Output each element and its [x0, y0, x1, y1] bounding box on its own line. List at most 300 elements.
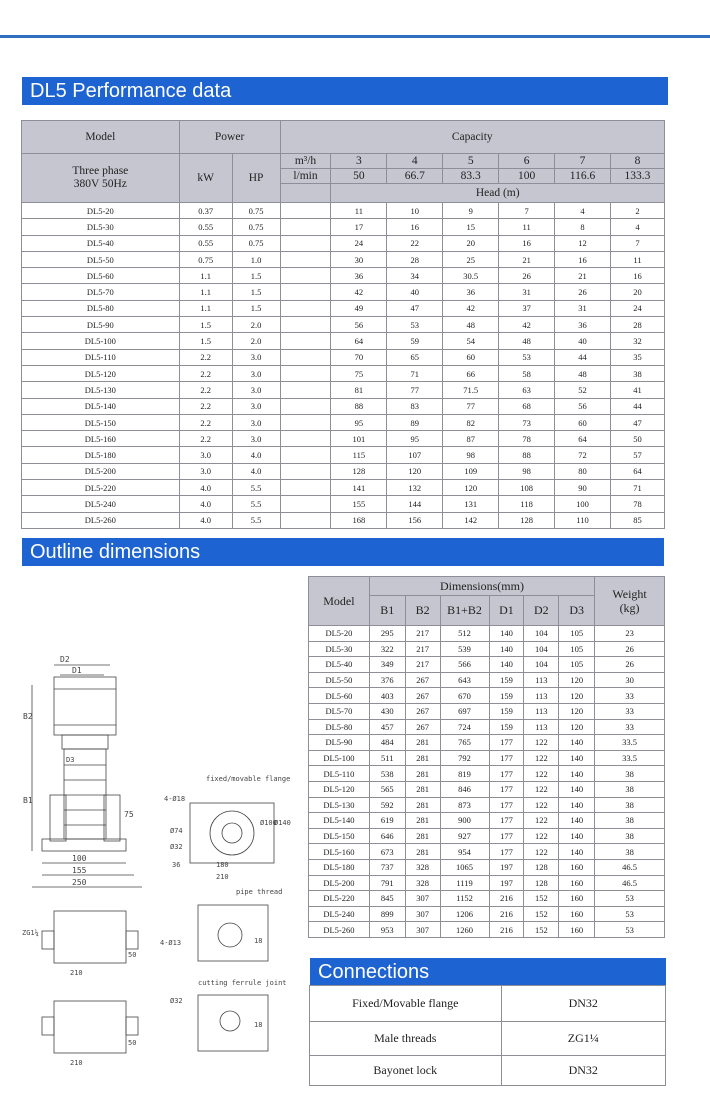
dim-210c: 210: [70, 1059, 83, 1067]
value-cell: 38: [595, 844, 665, 860]
value-cell: 34: [387, 268, 443, 284]
table-row: [22, 235, 665, 251]
table-row: [309, 922, 665, 938]
value-cell: 724: [440, 719, 489, 735]
value-cell: 30.5: [443, 268, 499, 284]
value-cell: 8: [555, 219, 611, 235]
flow-m3h-2: 5: [443, 154, 499, 169]
flow-lmin-4: 116.6: [555, 169, 611, 184]
value-cell: 26: [595, 657, 665, 673]
value-cell: 0.37: [179, 203, 232, 219]
value-cell: 159: [489, 703, 524, 719]
value-cell: 75: [331, 365, 387, 381]
value-cell: 26: [499, 268, 555, 284]
value-cell: 16: [610, 268, 664, 284]
value-cell: 140: [559, 844, 595, 860]
value-cell: 592: [369, 797, 405, 813]
value-cell: 38: [595, 766, 665, 782]
value-cell: 177: [489, 828, 524, 844]
value-cell: 63: [499, 382, 555, 398]
value-cell: 113: [524, 703, 559, 719]
table-row: [309, 719, 665, 735]
table-row: [309, 766, 665, 782]
model-cell: DL5-220: [22, 480, 180, 496]
value-cell: 5.5: [232, 512, 280, 528]
value-cell: 49: [331, 300, 387, 316]
model-cell: DL5-20: [22, 203, 180, 219]
value-cell: 58: [499, 365, 555, 381]
table-row: [22, 300, 665, 316]
value-cell: 539: [440, 641, 489, 657]
kw-header: kW: [179, 154, 232, 203]
model-cell: DL5-90: [22, 317, 180, 333]
model-cell: DL5-30: [22, 219, 180, 235]
value-cell: 32: [610, 333, 664, 349]
value-cell: 36: [331, 268, 387, 284]
capacity-header: Capacity: [280, 121, 664, 154]
value-cell: 41: [610, 382, 664, 398]
flow-m3h-3: 6: [499, 154, 555, 169]
value-cell: 4.0: [179, 480, 232, 496]
value-cell: 328: [405, 859, 440, 875]
value-cell: 56: [331, 317, 387, 333]
value-cell: 281: [405, 813, 440, 829]
value-cell: 118: [499, 496, 555, 512]
model-cell: DL5-180: [309, 859, 370, 875]
value-cell: 65: [387, 349, 443, 365]
dim-210b: 210: [70, 969, 83, 977]
value-cell: 85: [610, 512, 664, 528]
value-cell: 177: [489, 813, 524, 829]
value-cell: 846: [440, 781, 489, 797]
value-cell: 23: [595, 626, 665, 642]
model-cell: DL5-160: [22, 431, 180, 447]
section-title: DL5 Performance data: [30, 80, 232, 102]
table-row: [22, 349, 665, 365]
value-cell: 4.0: [179, 512, 232, 528]
model-cell: DL5-240: [309, 906, 370, 922]
weight-header: [595, 577, 665, 626]
table-row: [309, 781, 665, 797]
value-cell: 3.0: [179, 463, 232, 479]
value-cell: 140: [489, 626, 524, 642]
blank-cell: [280, 512, 331, 528]
section-banner-outline: [22, 538, 664, 566]
value-cell: 168: [331, 512, 387, 528]
value-cell: 845: [369, 891, 405, 907]
model-cell: DL5-30: [309, 641, 370, 657]
value-cell: 54: [443, 333, 499, 349]
value-cell: 281: [405, 844, 440, 860]
value-cell: 122: [524, 781, 559, 797]
dim-b2: B2: [23, 712, 33, 721]
table-row: [22, 496, 665, 512]
blank-cell: [280, 349, 331, 365]
value-cell: 33: [595, 688, 665, 704]
flow-m3h-1: 4: [387, 154, 443, 169]
value-cell: 81: [331, 382, 387, 398]
table-row: [309, 703, 665, 719]
value-cell: 38: [610, 365, 664, 381]
blank-cell: [280, 496, 331, 512]
value-cell: 2.2: [179, 414, 232, 430]
value-cell: 95: [331, 414, 387, 430]
dimensions-table: [308, 576, 665, 938]
value-cell: 107: [387, 447, 443, 463]
model-cell: DL5-220: [309, 891, 370, 907]
value-cell: 538: [369, 766, 405, 782]
connection-label: Bayonet lock: [310, 1056, 502, 1086]
value-cell: 140: [559, 828, 595, 844]
performance-table: [21, 120, 665, 529]
value-cell: 267: [405, 672, 440, 688]
value-cell: 322: [369, 641, 405, 657]
value-cell: 0.75: [179, 251, 232, 267]
value-cell: 53: [595, 906, 665, 922]
value-cell: 216: [489, 906, 524, 922]
value-cell: 20: [443, 235, 499, 251]
table-row: [22, 219, 665, 235]
value-cell: 159: [489, 672, 524, 688]
col-d1: D1: [489, 596, 524, 626]
value-cell: 82: [443, 414, 499, 430]
value-cell: 349: [369, 657, 405, 673]
value-cell: 2.2: [179, 431, 232, 447]
blank-cell: [280, 235, 331, 251]
value-cell: 33: [595, 719, 665, 735]
value-cell: 152: [524, 922, 559, 938]
value-cell: 100: [555, 496, 611, 512]
value-cell: 59: [387, 333, 443, 349]
dim-zg: ZG1¼: [22, 929, 39, 937]
value-cell: 1119: [440, 875, 489, 891]
blank-cell: [280, 398, 331, 414]
value-cell: 217: [405, 657, 440, 673]
value-cell: 120: [387, 463, 443, 479]
dim-d1: D1: [72, 666, 82, 675]
value-cell: 792: [440, 750, 489, 766]
value-cell: 38: [595, 797, 665, 813]
value-cell: 46.5: [595, 875, 665, 891]
connection-value: DN32: [501, 1056, 665, 1086]
value-cell: 1.1: [179, 268, 232, 284]
pump-outline-svg: [20, 645, 295, 1095]
flow-lmin-3: 100: [499, 169, 555, 184]
table-row: [22, 333, 665, 349]
value-cell: 42: [443, 300, 499, 316]
value-cell: 177: [489, 766, 524, 782]
value-cell: 33.5: [595, 750, 665, 766]
value-cell: 120: [559, 703, 595, 719]
value-cell: 267: [405, 688, 440, 704]
value-cell: 4.0: [232, 447, 280, 463]
value-cell: 4: [610, 219, 664, 235]
value-cell: 140: [489, 641, 524, 657]
value-cell: 307: [405, 922, 440, 938]
blank-cell: [280, 203, 331, 219]
value-cell: 197: [489, 875, 524, 891]
value-cell: 113: [524, 672, 559, 688]
value-cell: 122: [524, 844, 559, 860]
dim-210: 210: [216, 873, 229, 881]
value-cell: 900: [440, 813, 489, 829]
value-cell: 78: [610, 496, 664, 512]
value-cell: 77: [443, 398, 499, 414]
value-cell: 566: [440, 657, 489, 673]
value-cell: 3.0: [232, 365, 280, 381]
value-cell: 98: [443, 447, 499, 463]
flange-circle-outer: [210, 811, 254, 855]
value-cell: 64: [555, 431, 611, 447]
value-cell: 267: [405, 703, 440, 719]
value-cell: 295: [369, 626, 405, 642]
model-cell: DL5-60: [309, 688, 370, 704]
value-cell: 160: [559, 891, 595, 907]
value-cell: 28: [387, 251, 443, 267]
value-cell: 48: [499, 333, 555, 349]
model-cell: DL5-80: [22, 300, 180, 316]
value-cell: 24: [331, 235, 387, 251]
model-cell: DL5-200: [309, 875, 370, 891]
model-cell: DL5-40: [309, 657, 370, 673]
value-cell: 71: [387, 365, 443, 381]
value-cell: 105: [559, 641, 595, 657]
value-cell: 140: [559, 813, 595, 829]
value-cell: 36: [443, 284, 499, 300]
dim-36: 36: [172, 861, 181, 869]
value-cell: 128: [331, 463, 387, 479]
value-cell: 156: [387, 512, 443, 528]
value-cell: 132: [387, 480, 443, 496]
value-cell: 24: [610, 300, 664, 316]
dim-50: 50: [128, 951, 137, 959]
flange-title: fixed/movable flange: [206, 775, 291, 783]
value-cell: 152: [524, 906, 559, 922]
hp-header: HP: [232, 154, 280, 203]
table-row: [22, 317, 665, 333]
model-cell: DL5-260: [22, 512, 180, 528]
flow-lmin-2: 83.3: [443, 169, 499, 184]
value-cell: 1.5: [232, 300, 280, 316]
value-cell: 122: [524, 813, 559, 829]
section-title: Connections: [318, 961, 430, 983]
value-cell: 2.0: [232, 317, 280, 333]
value-cell: 64: [331, 333, 387, 349]
outline-drawing: [20, 645, 295, 1095]
value-cell: 160: [559, 875, 595, 891]
model-header: Model: [22, 121, 180, 154]
value-cell: 105: [559, 626, 595, 642]
weight-label: Weight: [612, 587, 647, 601]
section-title: Outline dimensions: [30, 541, 201, 563]
dim-250: 250: [72, 878, 87, 887]
value-cell: 44: [555, 349, 611, 365]
value-cell: 267: [405, 719, 440, 735]
value-cell: 140: [489, 657, 524, 673]
table-row: [309, 906, 665, 922]
value-cell: 281: [405, 781, 440, 797]
value-cell: 1260: [440, 922, 489, 938]
value-cell: 131: [443, 496, 499, 512]
section-banner-performance: [22, 77, 668, 105]
model-cell: DL5-50: [309, 672, 370, 688]
value-cell: 281: [405, 750, 440, 766]
ferrule-title: cutting ferrule joint: [198, 979, 287, 987]
blank-cell: [280, 284, 331, 300]
value-cell: 30: [595, 672, 665, 688]
value-cell: 11: [331, 203, 387, 219]
value-cell: 38: [595, 813, 665, 829]
value-cell: 104: [524, 641, 559, 657]
value-cell: 10: [387, 203, 443, 219]
value-cell: 737: [369, 859, 405, 875]
value-cell: 3.0: [232, 431, 280, 447]
value-cell: 33.5: [595, 735, 665, 751]
dim-180: 180: [216, 861, 229, 869]
table-row: [22, 382, 665, 398]
value-cell: 40: [555, 333, 611, 349]
model-cell: DL5-130: [22, 382, 180, 398]
value-cell: 40: [387, 284, 443, 300]
value-cell: 765: [440, 735, 489, 751]
value-cell: 177: [489, 797, 524, 813]
table-row: [22, 284, 665, 300]
value-cell: 0.75: [232, 235, 280, 251]
dim-155: 155: [72, 866, 87, 875]
pipe-thread-title: pipe thread: [236, 888, 283, 896]
value-cell: 3.0: [232, 398, 280, 414]
value-cell: 791: [369, 875, 405, 891]
value-cell: 110: [555, 512, 611, 528]
value-cell: 197: [489, 859, 524, 875]
power-header: Power: [179, 121, 280, 154]
value-cell: 1.0: [232, 251, 280, 267]
dim-model-header: Model: [309, 577, 370, 626]
value-cell: 60: [443, 349, 499, 365]
value-cell: 216: [489, 922, 524, 938]
value-cell: 88: [331, 398, 387, 414]
flange-base: [190, 803, 274, 863]
value-cell: 105: [559, 657, 595, 673]
connection-label: Male threads: [310, 1022, 502, 1056]
connection-label: Fixed/Movable flange: [310, 986, 502, 1022]
value-cell: 430: [369, 703, 405, 719]
value-cell: 177: [489, 735, 524, 751]
value-cell: 78: [499, 431, 555, 447]
value-cell: 307: [405, 906, 440, 922]
value-cell: 1152: [440, 891, 489, 907]
model-cell: DL5-160: [309, 844, 370, 860]
blank-cell: [280, 382, 331, 398]
value-cell: 144: [387, 496, 443, 512]
value-cell: 16: [387, 219, 443, 235]
value-cell: 819: [440, 766, 489, 782]
dim-100-dia: Ø100: [260, 819, 277, 827]
value-cell: 64: [610, 463, 664, 479]
value-cell: 25: [443, 251, 499, 267]
value-cell: 281: [405, 828, 440, 844]
voltage-label: 380V 50Hz: [73, 178, 127, 190]
model-cell: DL5-150: [22, 414, 180, 430]
value-cell: 217: [405, 641, 440, 657]
value-cell: 873: [440, 797, 489, 813]
blank-cell: [280, 219, 331, 235]
flow-m3h-0: 3: [331, 154, 387, 169]
value-cell: 646: [369, 828, 405, 844]
table-row: [309, 626, 665, 642]
value-cell: 42: [499, 317, 555, 333]
weight-unit: (kg): [619, 601, 640, 615]
value-cell: 22: [387, 235, 443, 251]
value-cell: 159: [489, 719, 524, 735]
value-cell: 52: [555, 382, 611, 398]
value-cell: 72: [555, 447, 611, 463]
value-cell: 927: [440, 828, 489, 844]
model-cell: DL5-40: [22, 235, 180, 251]
head-spacer: [280, 184, 331, 203]
value-cell: 2.2: [179, 365, 232, 381]
value-cell: 954: [440, 844, 489, 860]
value-cell: 20: [610, 284, 664, 300]
value-cell: 36: [555, 317, 611, 333]
model-cell: DL5-140: [22, 398, 180, 414]
table-row: [22, 512, 665, 528]
table-row: [309, 891, 665, 907]
flow-lmin-0: 50: [331, 169, 387, 184]
value-cell: 670: [440, 688, 489, 704]
value-cell: 53: [387, 317, 443, 333]
table-row: [22, 431, 665, 447]
value-cell: 35: [610, 349, 664, 365]
table-row: [22, 398, 665, 414]
table-row: [309, 688, 665, 704]
value-cell: 4.0: [232, 463, 280, 479]
value-cell: 104: [524, 657, 559, 673]
blank-cell: [280, 365, 331, 381]
model-cell: DL5-50: [22, 251, 180, 267]
model-cell: DL5-130: [309, 797, 370, 813]
value-cell: 0.75: [232, 203, 280, 219]
model-cell: DL5-240: [22, 496, 180, 512]
value-cell: 109: [443, 463, 499, 479]
dim-d2: D2: [60, 655, 70, 664]
model-cell: DL5-200: [22, 463, 180, 479]
value-cell: 1.5: [232, 284, 280, 300]
connections-table: [309, 985, 666, 1086]
dim-140-dia: Ø140: [274, 819, 291, 827]
model-cell: DL5-180: [22, 447, 180, 463]
flow-lmin-5: 133.3: [610, 169, 664, 184]
value-cell: 122: [524, 797, 559, 813]
value-cell: 217: [405, 626, 440, 642]
value-cell: 5.5: [232, 496, 280, 512]
value-cell: 71: [610, 480, 664, 496]
value-cell: 403: [369, 688, 405, 704]
value-cell: 1206: [440, 906, 489, 922]
model-cell: DL5-70: [309, 703, 370, 719]
value-cell: 9: [443, 203, 499, 219]
value-cell: 50: [610, 431, 664, 447]
value-cell: 376: [369, 672, 405, 688]
value-cell: 0.55: [179, 235, 232, 251]
value-cell: 113: [524, 688, 559, 704]
value-cell: 328: [405, 875, 440, 891]
table-row: [309, 750, 665, 766]
dim-100: 100: [72, 854, 87, 863]
value-cell: 281: [405, 735, 440, 751]
value-cell: 511: [369, 750, 405, 766]
blank-cell: [280, 333, 331, 349]
